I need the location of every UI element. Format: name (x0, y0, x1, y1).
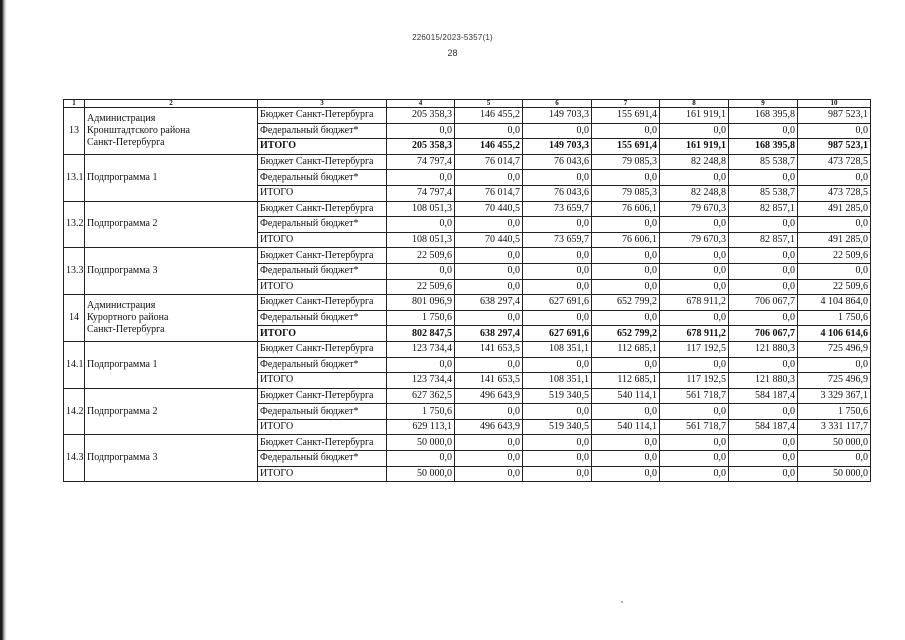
item-name-line: Подпрограмма 3 (87, 265, 158, 277)
column-number-cell: 5 (455, 100, 523, 108)
amount-cell: 0,0 (660, 451, 729, 467)
amount-cell: 82 857,1 (729, 201, 798, 217)
amount-cell: 0,0 (729, 123, 798, 139)
amount-cell: 0,0 (798, 263, 871, 279)
amount-cell: 0,0 (387, 357, 455, 373)
funding-source-cell: ИТОГО (258, 373, 387, 389)
amount-cell: 0,0 (592, 357, 660, 373)
amount-cell: 584 187,4 (729, 419, 798, 435)
amount-cell: 76 014,7 (455, 154, 523, 170)
column-number-cell: 3 (258, 100, 387, 108)
amount-cell: 0,0 (455, 170, 523, 186)
amount-cell: 584 187,4 (729, 388, 798, 404)
amount-cell: 0,0 (455, 248, 523, 264)
amount-cell: 76 043,6 (523, 185, 592, 201)
table-row (64, 248, 871, 264)
column-number-cell: 1 (64, 100, 85, 108)
amount-cell: 987 523,1 (798, 108, 871, 124)
amount-cell: 82 248,8 (660, 154, 729, 170)
item-name-line: Подпрограмма 3 (87, 452, 158, 464)
item-name-cell (85, 295, 258, 342)
amount-cell: 141 653,5 (455, 373, 523, 389)
funding-source-cell: Бюджет Санкт-Петербурга (258, 388, 387, 404)
amount-cell: 108 051,3 (387, 201, 455, 217)
funding-source-cell: Бюджет Санкт-Петербурга (258, 341, 387, 357)
amount-cell: 0,0 (523, 123, 592, 139)
amount-cell: 0,0 (523, 451, 592, 467)
amount-cell: 1 750,6 (798, 310, 871, 326)
column-number-cell: 4 (387, 100, 455, 108)
amount-cell: 74 797,4 (387, 154, 455, 170)
amount-cell: 0,0 (592, 435, 660, 451)
amount-cell: 0,0 (455, 451, 523, 467)
amount-cell: 627 691,6 (523, 326, 592, 342)
item-name-line: Кронштадтского района (87, 124, 190, 136)
scan-edge-shadow (0, 0, 7, 640)
amount-cell: 121 880,3 (729, 373, 798, 389)
funding-source-cell: Федеральный бюджет* (258, 357, 387, 373)
amount-cell: 627 691,6 (523, 295, 592, 311)
amount-cell: 0,0 (660, 248, 729, 264)
document-number: 226015/2023-5357(1) (412, 33, 493, 42)
amount-cell: 168 395,8 (729, 108, 798, 124)
table-row (64, 154, 871, 170)
amount-cell: 0,0 (455, 310, 523, 326)
funding-source-cell: Бюджет Санкт-Петербурга (258, 435, 387, 451)
amount-cell: 79 670,3 (660, 201, 729, 217)
item-name-cell (85, 108, 258, 155)
amount-cell: 155 691,4 (592, 108, 660, 124)
amount-cell: 117 192,5 (660, 341, 729, 357)
amount-cell: 79 085,3 (592, 185, 660, 201)
page-number: 28 (447, 48, 458, 58)
item-name-line: Санкт-Петербурга (87, 324, 165, 336)
amount-cell: 161 919,1 (660, 139, 729, 155)
amount-cell: 0,0 (592, 217, 660, 233)
amount-cell: 0,0 (592, 263, 660, 279)
amount-cell: 0,0 (523, 248, 592, 264)
amount-cell: 0,0 (798, 123, 871, 139)
amount-cell: 0,0 (523, 170, 592, 186)
amount-cell: 0,0 (387, 123, 455, 139)
scan-speck (621, 601, 623, 603)
amount-cell: 652 799,2 (592, 326, 660, 342)
funding-source-cell: Федеральный бюджет* (258, 310, 387, 326)
funding-source-cell: Федеральный бюджет* (258, 123, 387, 139)
amount-cell: 1 750,6 (387, 404, 455, 420)
amount-cell: 22 509,6 (798, 279, 871, 295)
column-number-cell: 6 (523, 100, 592, 108)
amount-cell: 4 104 864,0 (798, 295, 871, 311)
column-number-cell: 8 (660, 100, 729, 108)
amount-cell: 491 285,0 (798, 201, 871, 217)
amount-cell: 0,0 (592, 451, 660, 467)
amount-cell: 0,0 (660, 466, 729, 482)
amount-cell: 70 440,5 (455, 232, 523, 248)
amount-cell: 0,0 (523, 217, 592, 233)
funding-source-cell: ИТОГО (258, 279, 387, 295)
amount-cell: 0,0 (523, 263, 592, 279)
item-name-cell (85, 154, 258, 201)
amount-cell: 0,0 (523, 357, 592, 373)
amount-cell: 540 114,1 (592, 388, 660, 404)
amount-cell: 629 113,1 (387, 419, 455, 435)
amount-cell: 146 455,2 (455, 139, 523, 155)
amount-cell: 79 085,3 (592, 154, 660, 170)
page-header (0, 33, 905, 58)
budget-table (63, 99, 871, 482)
amount-cell: 1 750,6 (798, 404, 871, 420)
amount-cell: 121 880,3 (729, 341, 798, 357)
funding-source-cell: ИТОГО (258, 419, 387, 435)
item-name-line: Администрация (87, 300, 156, 312)
amount-cell: 0,0 (455, 123, 523, 139)
funding-source-cell: Бюджет Санкт-Петербурга (258, 201, 387, 217)
item-code-cell: 13.3 (64, 248, 85, 295)
amount-cell: 678 911,2 (660, 295, 729, 311)
amount-cell: 0,0 (387, 170, 455, 186)
amount-cell: 706 067,7 (729, 326, 798, 342)
amount-cell: 802 847,5 (387, 326, 455, 342)
funding-source-cell: ИТОГО (258, 326, 387, 342)
amount-cell: 473 728,5 (798, 154, 871, 170)
amount-cell: 0,0 (592, 466, 660, 482)
amount-cell: 0,0 (592, 123, 660, 139)
amount-cell: 0,0 (455, 466, 523, 482)
item-name-line: Санкт-Петербурга (87, 136, 165, 148)
amount-cell: 561 718,7 (660, 419, 729, 435)
funding-source-cell: Федеральный бюджет* (258, 170, 387, 186)
amount-cell: 0,0 (660, 263, 729, 279)
amount-cell: 0,0 (592, 310, 660, 326)
amount-cell: 0,0 (729, 263, 798, 279)
funding-source-cell: Бюджет Санкт-Петербурга (258, 295, 387, 311)
amount-cell: 22 509,6 (387, 279, 455, 295)
amount-cell: 0,0 (798, 357, 871, 373)
funding-source-cell: Бюджет Санкт-Петербурга (258, 108, 387, 124)
amount-cell: 3 331 117,7 (798, 419, 871, 435)
amount-cell: 473 728,5 (798, 185, 871, 201)
amount-cell: 117 192,5 (660, 373, 729, 389)
amount-cell: 4 106 614,6 (798, 326, 871, 342)
item-code-cell: 13.2 (64, 201, 85, 248)
amount-cell: 725 496,9 (798, 373, 871, 389)
amount-cell: 0,0 (523, 466, 592, 482)
item-name-line: Подпрограмма 2 (87, 405, 158, 417)
amount-cell: 0,0 (592, 170, 660, 186)
table-row (64, 388, 871, 404)
amount-cell: 801 096,9 (387, 295, 455, 311)
amount-cell: 0,0 (729, 310, 798, 326)
amount-cell: 0,0 (729, 248, 798, 264)
amount-cell: 638 297,4 (455, 295, 523, 311)
item-code-cell: 14.3 (64, 435, 85, 482)
amount-cell: 0,0 (523, 435, 592, 451)
amount-cell: 108 051,3 (387, 232, 455, 248)
amount-cell: 627 362,5 (387, 388, 455, 404)
item-code-cell: 14.2 (64, 388, 85, 435)
funding-source-cell: Бюджет Санкт-Петербурга (258, 248, 387, 264)
amount-cell: 0,0 (729, 357, 798, 373)
funding-source-cell: Федеральный бюджет* (258, 217, 387, 233)
amount-cell: 50 000,0 (387, 466, 455, 482)
funding-source-cell: Федеральный бюджет* (258, 404, 387, 420)
amount-cell: 0,0 (729, 170, 798, 186)
amount-cell: 496 643,9 (455, 419, 523, 435)
amount-cell: 85 538,7 (729, 185, 798, 201)
amount-cell: 149 703,3 (523, 139, 592, 155)
item-name-line: Подпрограмма 1 (87, 171, 158, 183)
column-number-cell: 2 (85, 100, 258, 108)
table-row (64, 295, 871, 311)
amount-cell: 0,0 (660, 170, 729, 186)
amount-cell: 76 014,7 (455, 185, 523, 201)
amount-cell: 0,0 (660, 404, 729, 420)
amount-cell: 1 750,6 (387, 310, 455, 326)
amount-cell: 74 797,4 (387, 185, 455, 201)
funding-source-cell: ИТОГО (258, 139, 387, 155)
amount-cell: 678 911,2 (660, 326, 729, 342)
amount-cell: 73 659,7 (523, 201, 592, 217)
amount-cell: 50 000,0 (798, 466, 871, 482)
amount-cell: 82 857,1 (729, 232, 798, 248)
funding-source-cell: ИТОГО (258, 185, 387, 201)
amount-cell: 76 606,1 (592, 232, 660, 248)
amount-cell: 79 670,3 (660, 232, 729, 248)
column-number-cell: 7 (592, 100, 660, 108)
amount-cell: 0,0 (455, 279, 523, 295)
funding-source-cell: ИТОГО (258, 466, 387, 482)
amount-cell: 0,0 (729, 435, 798, 451)
amount-cell: 638 297,4 (455, 326, 523, 342)
column-number-cell: 10 (798, 100, 871, 108)
amount-cell: 0,0 (592, 279, 660, 295)
amount-cell: 149 703,3 (523, 108, 592, 124)
amount-cell: 0,0 (592, 404, 660, 420)
amount-cell: 161 919,1 (660, 108, 729, 124)
amount-cell: 0,0 (523, 310, 592, 326)
amount-cell: 0,0 (729, 451, 798, 467)
amount-cell: 652 799,2 (592, 295, 660, 311)
amount-cell: 0,0 (798, 170, 871, 186)
amount-cell: 0,0 (798, 217, 871, 233)
amount-cell: 141 653,5 (455, 341, 523, 357)
amount-cell: 0,0 (660, 310, 729, 326)
amount-cell: 725 496,9 (798, 341, 871, 357)
amount-cell: 496 643,9 (455, 388, 523, 404)
amount-cell: 70 440,5 (455, 201, 523, 217)
amount-cell: 76 043,6 (523, 154, 592, 170)
amount-cell: 0,0 (729, 466, 798, 482)
item-name-line: Курортного района (87, 312, 169, 324)
budget-table-body (64, 100, 871, 482)
amount-cell: 155 691,4 (592, 139, 660, 155)
amount-cell: 205 358,3 (387, 139, 455, 155)
amount-cell: 73 659,7 (523, 232, 592, 248)
amount-cell: 22 509,6 (387, 248, 455, 264)
column-number-row (64, 100, 871, 108)
amount-cell: 0,0 (455, 435, 523, 451)
item-code-cell: 14.1 (64, 341, 85, 388)
amount-cell: 0,0 (660, 357, 729, 373)
amount-cell: 0,0 (660, 435, 729, 451)
item-name-cell (85, 201, 258, 248)
amount-cell: 0,0 (455, 217, 523, 233)
amount-cell: 0,0 (455, 263, 523, 279)
amount-cell: 0,0 (387, 263, 455, 279)
item-name-line: Подпрограмма 1 (87, 358, 158, 370)
funding-source-cell: Федеральный бюджет* (258, 263, 387, 279)
amount-cell: 3 329 367,1 (798, 388, 871, 404)
amount-cell: 706 067,7 (729, 295, 798, 311)
amount-cell: 561 718,7 (660, 388, 729, 404)
amount-cell: 0,0 (523, 404, 592, 420)
amount-cell: 85 538,7 (729, 154, 798, 170)
amount-cell: 0,0 (660, 217, 729, 233)
item-name-cell (85, 248, 258, 295)
amount-cell: 519 340,5 (523, 419, 592, 435)
amount-cell: 0,0 (729, 404, 798, 420)
amount-cell: 108 351,1 (523, 341, 592, 357)
funding-source-cell: ИТОГО (258, 232, 387, 248)
amount-cell: 0,0 (660, 123, 729, 139)
amount-cell: 50 000,0 (387, 435, 455, 451)
amount-cell: 0,0 (455, 404, 523, 420)
column-number-cell: 9 (729, 100, 798, 108)
table-row (64, 108, 871, 124)
amount-cell: 0,0 (729, 279, 798, 295)
amount-cell: 22 509,6 (798, 248, 871, 264)
amount-cell: 0,0 (729, 217, 798, 233)
table-row (64, 435, 871, 451)
funding-source-cell: Федеральный бюджет* (258, 451, 387, 467)
amount-cell: 0,0 (387, 451, 455, 467)
amount-cell: 0,0 (798, 451, 871, 467)
item-code-cell: 13.1 (64, 154, 85, 201)
item-code-cell: 13 (64, 108, 85, 155)
amount-cell: 108 351,1 (523, 373, 592, 389)
amount-cell: 0,0 (455, 357, 523, 373)
amount-cell: 112 685,1 (592, 341, 660, 357)
amount-cell: 0,0 (387, 217, 455, 233)
amount-cell: 0,0 (660, 279, 729, 295)
amount-cell: 205 358,3 (387, 108, 455, 124)
item-name-cell (85, 435, 258, 482)
amount-cell: 491 285,0 (798, 232, 871, 248)
table-row (64, 341, 871, 357)
amount-cell: 112 685,1 (592, 373, 660, 389)
amount-cell: 0,0 (523, 279, 592, 295)
item-name-line: Администрация (87, 112, 156, 124)
table-row (64, 201, 871, 217)
amount-cell: 146 455,2 (455, 108, 523, 124)
item-name-cell (85, 388, 258, 435)
amount-cell: 82 248,8 (660, 185, 729, 201)
amount-cell: 540 114,1 (592, 419, 660, 435)
item-code-cell: 14 (64, 295, 85, 342)
item-name-cell (85, 341, 258, 388)
amount-cell: 123 734,4 (387, 373, 455, 389)
amount-cell: 76 606,1 (592, 201, 660, 217)
amount-cell: 168 395,8 (729, 139, 798, 155)
funding-source-cell: Бюджет Санкт-Петербурга (258, 154, 387, 170)
amount-cell: 987 523,1 (798, 139, 871, 155)
amount-cell: 50 000,0 (798, 435, 871, 451)
amount-cell: 519 340,5 (523, 388, 592, 404)
item-name-line: Подпрограмма 2 (87, 218, 158, 230)
amount-cell: 123 734,4 (387, 341, 455, 357)
amount-cell: 0,0 (592, 248, 660, 264)
